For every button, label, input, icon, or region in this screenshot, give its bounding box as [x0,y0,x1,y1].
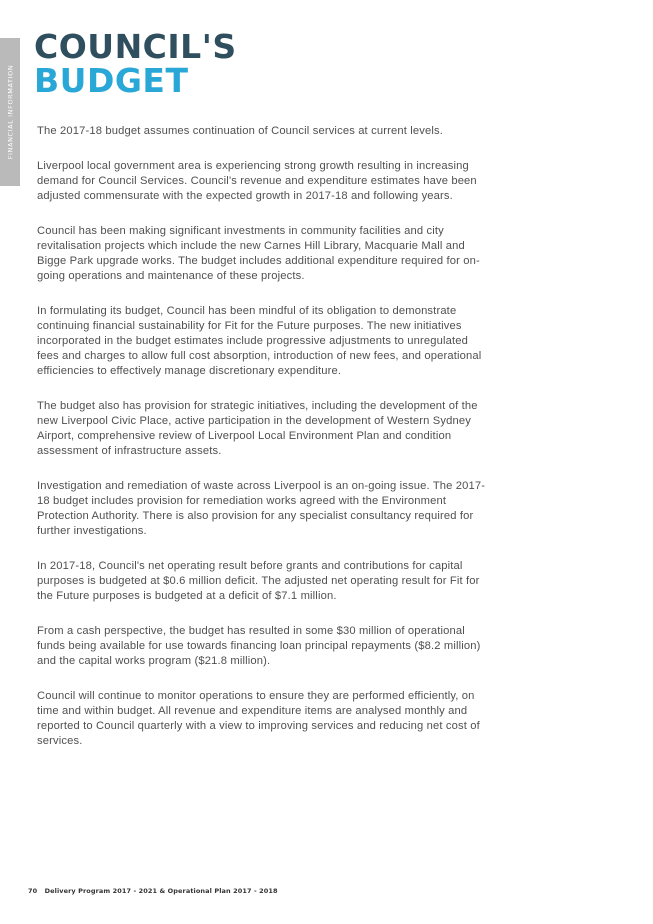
section-side-tab-label: FINANCIAL INFORMATION [6,64,14,160]
body-content [37,124,487,769]
page-footer [28,887,278,895]
page-title-line1: COUNCIL'S [34,27,237,66]
paragraph-growth: Liverpool local government area is experiencing strong growth resulting in increasing demand for Council Services. Council's revenue and expenditure estimates have been adjusted commensurate with the expected growth in 2017-18 and following years. [37,160,477,202]
paragraph-sustainability: In formulating its budget, Council has been mindful of its obligation to demonstrate continuing financial sustainability for Fit for the Future purposes. The new initiatives incorporated in the budget estimates include progressive adjustments to unregulated fees and charges to allow full cost absorption, introduction of new fees, and operational efficiencies to effectively manage discretionary expenditure. [37,305,482,377]
section-side-tab-label-wrap [0,38,20,186]
footer-document-title: Delivery Program 2017 - 2021 & Operational Plan 2017 - 2018 [44,887,278,895]
paragraph-waste-remediation: Investigation and remediation of waste across Liverpool is an on-going issue. The 2017-18 budget includes provision for remediation works agreed with the Environment Protection Authority. There is also provision for any specialist consultancy required for further investigations. [37,480,486,537]
paragraph-operating-result: In 2017-18, Council's net operating result before grants and contributions for capital purposes is budgeted at $0.6 million deficit. The adjusted net operating result for Fit for the Future purposes is budgeted at a deficit of $7.1 million. [37,560,480,602]
page-title [34,27,237,100]
paragraph-strategic-initiatives: The budget also has provision for strategic initiatives, including the development of the new Liverpool Civic Place, active participation in the development of Western Sydney Airport, comprehensive review of Liverpool Local Environment Plan and condition assessment of infrastructure assets. [37,400,478,457]
paragraph-cash-perspective: From a cash perspective, the budget has resulted in some $30 million of operational funds being available for use towards financing loan principal repayments ($8.2 million) and the capital works program ($21.8 million). [37,625,481,667]
paragraph-investments: Council has been making significant investments in community facilities and city revitalisation projects which include the new Carnes Hill Library, Macquarie Mall and Bigge Park upgrade works. The budget includes additional expenditure required for on-going operations and maintenance of these projects. [37,225,480,282]
page-number: 70 [28,887,38,895]
paragraph-continuation: The 2017-18 budget assumes continuation of Council services at current levels. [37,125,443,137]
page-title-line2: BUDGET [34,61,189,100]
paragraph-monitoring: Council will continue to monitor operations to ensure they are performed efficiently, on time and within budget. All revenue and expenditure items are analysed monthly and reported to Council quarterly with a view to improving services and reducing net cost of services. [37,690,480,747]
